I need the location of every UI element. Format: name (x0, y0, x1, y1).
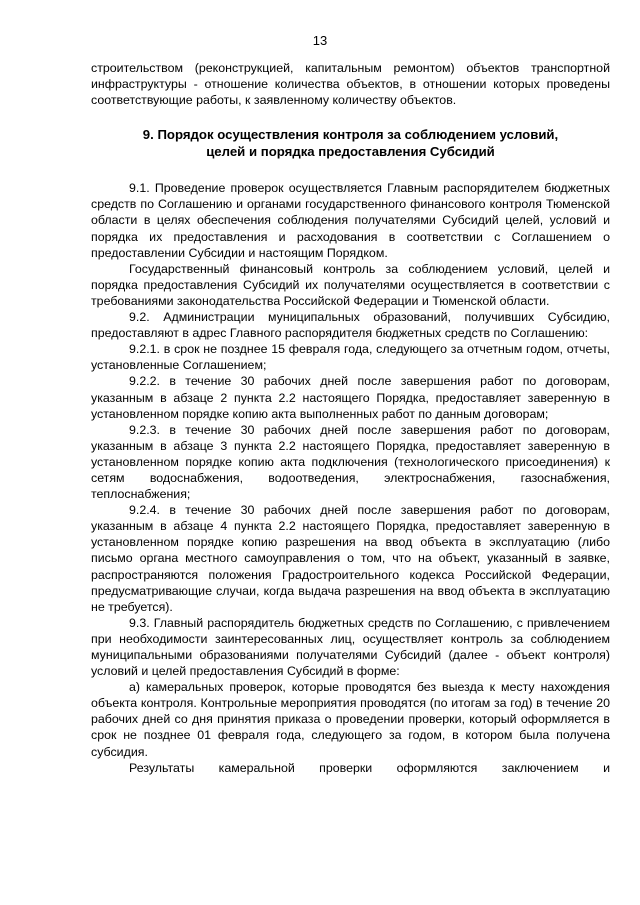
section-heading-line-1: 9. Порядок осуществления контроля за соблюдением условий, (142, 127, 559, 143)
paragraph-9-2: 9.2. Администрации муниципальных образований, получивших Субсидию, предоставляют в адрес Главного распорядителя бюджетных средств по Соглашению: (91, 310, 610, 341)
page-number: 13 (312, 33, 328, 48)
paragraph-state-control: Государственный финансовый контроль за соблюдением условий, целей и порядка предоставления Субсидий их получателями осуществляется в соответствии с требованиями законодательства Российской Федерации и Тюменской области. (91, 261, 610, 308)
section-heading-line-2: целей и порядка предоставления Субсидий (206, 144, 495, 160)
paragraph-results: Результаты камеральной проверки оформляются заключением и (129, 760, 610, 775)
paragraph-9-2-1: 9.2.1. в срок не позднее 15 февраля года, следующего за отчетным годом, отчеты, установленные Соглашением; (91, 342, 610, 373)
paragraph-9-1: 9.1. Проведение проверок осуществляется Главным распорядителем бюджетных средств по Соглашению и органами государственного финансового контроля Тюменской области в целях обеспечения соблюдения получателями Субсидий целей, условий и порядка их предоставления и расходования в соответствии с Соглашением о предоставлении Субсидии и настоящим Порядком. (91, 181, 610, 260)
paragraph-9-2-3: 9.2.3. в течение 30 рабочих дней после завершения работ по договорам, указанным в абзаце 3 пункта 2.2 настоящего Порядка, предоставляет заверенную в установленном порядке копию акта подключения (технологического присоединения) к сетям водоснабжения, водоотведения, электроснабжения, газоснабжения, теплоснабжения; (91, 422, 610, 502)
document-body (91, 60, 610, 776)
paragraph-9-3: 9.3. Главный распорядитель бюджетных средств по Соглашению, с привлечением при необходимости заинтересованных лиц, осуществляет контроль за соблюдением муниципальными образованиями получателями Субсидий (далее - объект контроля) условий и целей предоставления Субсидий в форме: (91, 615, 610, 679)
paragraph-9-2-2: 9.2.2. в течение 30 рабочих дней после завершения работ по договорам, указанным в абзаце 2 пункта 2.2 настоящего Порядка, предоставляет заверенную в установленном порядке копию акта выполненных работ по данным договорам; (91, 374, 610, 421)
paragraph-9-3-a: а) камеральных проверок, которые проводятся без выезда к месту нахождения объекта контроля. Контрольные мероприятия проводятся (по итогам за год) в течение 20 рабочих дней со дня принятия приказа о проведении проверки, который оформляется в срок не позднее 01 февраля года, следующего за годом, в котором была получена субсидия. (91, 680, 610, 759)
paragraph-9-2-4: 9.2.4. в течение 30 рабочих дней после завершения работ по договорам, указанным в абзаце 4 пункта 2.2 настоящего Порядка, предоставляет заверенную в установленном порядке копию разрешения на ввод объекта в эксплуатацию (либо письмо органа местного самоуправления о том, что на объект, указанный в заявке, распространяются положения Градостроительного кодекса Российской Федерации, предусматривающие случаи, когда выдача разрешения на ввод объекта в эксплуатацию не требуется). (91, 503, 610, 614)
paragraph-continuation: строительством (реконструкцией, капитальным ремонтом) объектов транспортной инфраструктуры - отношение количества объектов, в отношении которых проведены соответствующие работы, к заявленному количеству объектов. (91, 61, 610, 108)
